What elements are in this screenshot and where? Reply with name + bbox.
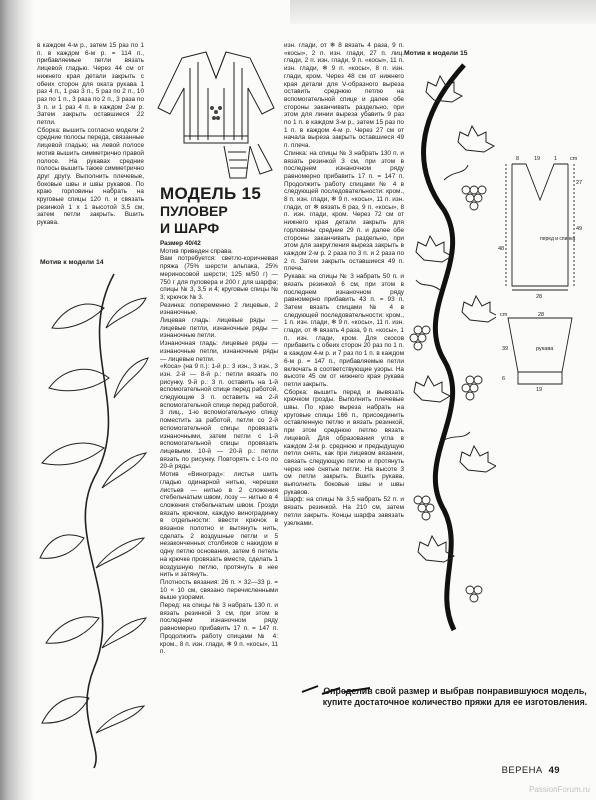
schema-label: cm bbox=[570, 156, 578, 162]
grape-vine-motif-15-illustration bbox=[404, 60, 496, 635]
schema-label: 19 bbox=[536, 387, 543, 392]
schema-label: перед и спинка bbox=[540, 236, 576, 242]
col2-paragraph: Резинка: попеременно 2 лицевые, 2 изнаночные. bbox=[160, 301, 278, 317]
schema-label: рукава bbox=[536, 346, 554, 352]
page-footer bbox=[502, 765, 560, 776]
magazine-brand: ВЕРЕНА bbox=[501, 765, 543, 776]
col3-paragraph: Сборка: вышить перед и вывязать крючком грозды. Выполнить плечевые швы. По краю выреза набрать на круговые спицы 166 п., присоединить оставленную петлю и вязать резинкой, при этом среднюю петлю вязать лицевой. Для образования угла в каждом 2-м р. среднюю и предыдущую петли снять, как при лицевом вязании, связать следующую петлю и протянуть через нее снятые петли. На высоте 3 см петли закрыть. Вшить рукава, выполнить боковые швы и швы рукавов. bbox=[284, 388, 404, 496]
site-watermark: PassionForum.ru bbox=[529, 785, 590, 794]
schema-label: 28 bbox=[538, 312, 545, 318]
model-subtitle-line: ПУЛОВЕР bbox=[160, 203, 228, 219]
bottom-advice-note: Определив свой размер и выбрав понравившуюся модель, купите достаточное количество пряжи для ее изготовления. bbox=[322, 686, 588, 708]
col1-paragraph: в каждом 4-м р., затем 15 раз по 1 п. в каждом 6-м р. = 114 п., прибавляемые петли вязать лицевой гладью. Через 44 см от нижнего края детали закрыть с обеих сторон для оката рукава 1 раз 4 п., 1 раз 3 п., 5 раз по 2 п., 10 раз по 1 п., 3 раза по 2 п., 3 раза по 3 п. и 1 раз 4 п. в каждом 2-м р. Затем закрыть оставшиеся 22 петли. bbox=[37, 42, 144, 127]
sleeve-schematic bbox=[496, 310, 584, 392]
schema-label: 1 bbox=[554, 156, 558, 162]
col2-paragraph: «Коса» (на 9 п.): 1-й р.: 3 изн., 3 изн., 3 изн. 2-й — 8-й р.: петли вязать по рисунку. 9-й р.: 3 п. оставить на 1-й вспомогательной спице перед работой, следующие 3 п. оставить на 2-й вспомогательной спице перед работой, 3 лиц., 1-ю вспомогательную спицу поместить за работой, петли со 2-й вспомогательной спицы провязать изнаночными, затем петли с 1-й вспомогательной спицы провязать лицевыми. 10-й — 20-й р.: петли вязать по рисунку. Повторять с 1-го по 20-й ряды. bbox=[160, 363, 278, 471]
col2-paragraph: Плотность вязания: 26 п. × 32—33 р. = 10 × 10 см, связано перечисленными выше узорами. bbox=[160, 578, 278, 602]
page-gutter-shadow bbox=[0, 0, 34, 800]
model-subtitle-line: И ШАРФ bbox=[160, 220, 220, 236]
sweater-scarf-illustration bbox=[150, 48, 282, 183]
schema-label: 28 bbox=[536, 294, 543, 300]
schema-label: 49 bbox=[576, 226, 583, 232]
schema-label: 6 bbox=[502, 376, 506, 382]
model-title: МОДЕЛЬ 15 bbox=[160, 184, 262, 203]
schema-label: 19 bbox=[534, 156, 541, 162]
schema-label: 39 bbox=[502, 346, 509, 352]
schema-label: cm bbox=[500, 312, 508, 318]
page-number: 49 bbox=[548, 765, 560, 776]
motif-15-label: Мотив к модели 15 bbox=[404, 50, 468, 57]
size-heading: Размер 40/42 bbox=[160, 240, 201, 247]
col2-paragraph: Перед: на спицы № 3 набрать 130 п. и вязать резинкой 3 см, при этом в последнем изнаночном ряду равномерно прибавить 17 п. = 147 п. Продолжить работу спицами № 4: кром., 8 п. изн. глади, ❄ 9 п. «косы», 11 п. bbox=[160, 602, 278, 656]
schema-label: 48 bbox=[498, 246, 505, 252]
column-3 bbox=[284, 42, 404, 527]
model-subtitle bbox=[160, 203, 228, 237]
col1-paragraph: Сборка: вышить согласно модели 2 средние полосы переда, связанные лицевой гладью; на левой полосе мотив вышить симметрично правой полосе. На рукавах средние полосы вышить также симметрично друг другу. Выполнить плечевые, боковые швы и швы рукавов. По краю горловины набрать на круговые спицы 120 п. и связать резинкой 1 х 1 высотой 3,5 см, затем петли закрыть. Вшить рукава. bbox=[37, 126, 144, 227]
schema-label: 27 bbox=[576, 180, 583, 186]
col3-paragraph: изн. глади, от ❄ 8 вязать 4 раза, 9 п. «косы», 2 п. изн. глади, 27 п. лиц. глади, 2 п. изн. глади, 9 п. «косы», 11 п. изн. глади, ❄ 9 п. «косы», 8 п. изн. глади, кром. Через 48 см от нижнего края детали для V-образного выреза оставить среднюю петлю на вспомогательной спице и далее обе стороны заканчивать раздельно, при этом для линии выреза убавить 9 раз по 1 п. в каждом 3-м р., затем 15 раз по 1 п. в каждом 4-м р. Через 27 см от начала выреза закрыть оставшиеся 49 п. плеча. bbox=[284, 42, 404, 150]
column-2 bbox=[160, 240, 278, 656]
front-back-schematic bbox=[496, 150, 584, 300]
vine-motif-14-illustration bbox=[34, 268, 150, 770]
col2-paragraph: Лицевая гладь: лицевые ряды — лицевые петли, изнаночные ряды — изнаночные петли. bbox=[160, 317, 278, 340]
column-1 bbox=[37, 42, 144, 227]
col3-paragraph: Рукава: на спицы № 3 набрать 50 п. и вязать резинкой 6 см, при этом в последнем изнаночном ряду равномерно прибавить 43 п. = 93 п. Затем вязать спицами № 4 в следующей последовательности: кром., 1 п. изн. глади, ❄ 9 п. «косы», 11 п. изн. глади, от ❄ вязать 4 раза, 9 п. «косы», 1 п. изн. глади, кром. Для скосов прибавить с обеих сторон 20 раз по 1 п. в каждом 4-м р. и 7 раз по 1 п. в каждом 6-м р. = 147 п., прибавляемые петли включать в соответствующие узоры. На высоте 45 см от нижнего края рукава петли закрыть. bbox=[284, 273, 404, 388]
schema-label: 8 bbox=[516, 156, 520, 162]
col3-paragraph: Шарф: на спицы № 3,5 набрать 52 п. и вязать резинкой. На 210 см, затем петли закрыть. Концы шарфа завязать узелками. bbox=[284, 496, 404, 527]
col3-paragraph: Спинка: на спицы № 3 набрать 130 п. и вязать резинкой 3 см, при этом в последнем изнаночном ряду равномерно прибавить 17 п. = 147 п. Продолжить работу спицами № 4 в следующей последовательности: кром., 8 п. изн. глади, ❄ 9 п. «косы», 11 п. изн. глади, от ❄ вязать 6 раз, 9 п. «косы», 8 п. изн. глади, кром. Через 72 см от нижнего края детали закрыть для горловины средние 29 п. и далее обе стороны заканчивать раздельно, при этом для закругления выреза закрыть в каждом 2-м р. 2 раза по 3 п. и 2 раза по 2 п. Затем закрыть оставшиеся 49 п. плеча. bbox=[284, 149, 404, 273]
col2-paragraph: Мотив «Виноград»: листья шить гладью одинарной нитью, черешки листьев — нитью в 2 сложения стебельчатым швом, лозу — нитью в 4 сложения стебельчатым швом. Грозди вязать крючком, каждую виноградинку в отдельности: ввести крючок в вязаное полотно и вытянуть нить, сделать 2 воздушные петли и 5 незаконченных столбиков с накидом в одну петлю основания, затем 6 петель на крючке провязать вместе, сделать 1 воздушную петлю, протянуть в нее нить и затянуть. bbox=[160, 471, 278, 579]
scan-edge-band bbox=[290, 0, 596, 24]
motif-14-label: Мотив к модели 14 bbox=[40, 259, 104, 266]
col2-paragraph: Изнаночная гладь: лицевые ряды — изнаночные петли, изнаночные ряды — лицевые петли. bbox=[160, 340, 278, 363]
col2-paragraph: Мотив приведен справа. bbox=[160, 247, 233, 255]
col2-paragraph: Вам потребуется: светло-коричневая пряжа (75% шерсти альпака, 25% мериносовой шерсти; 125 м/50 г) — 750 г для пуловера и 200 г для шарфа; спицы № 3, 3,5 и 4; круговые спицы № 3; крючок № 3. bbox=[160, 255, 278, 301]
